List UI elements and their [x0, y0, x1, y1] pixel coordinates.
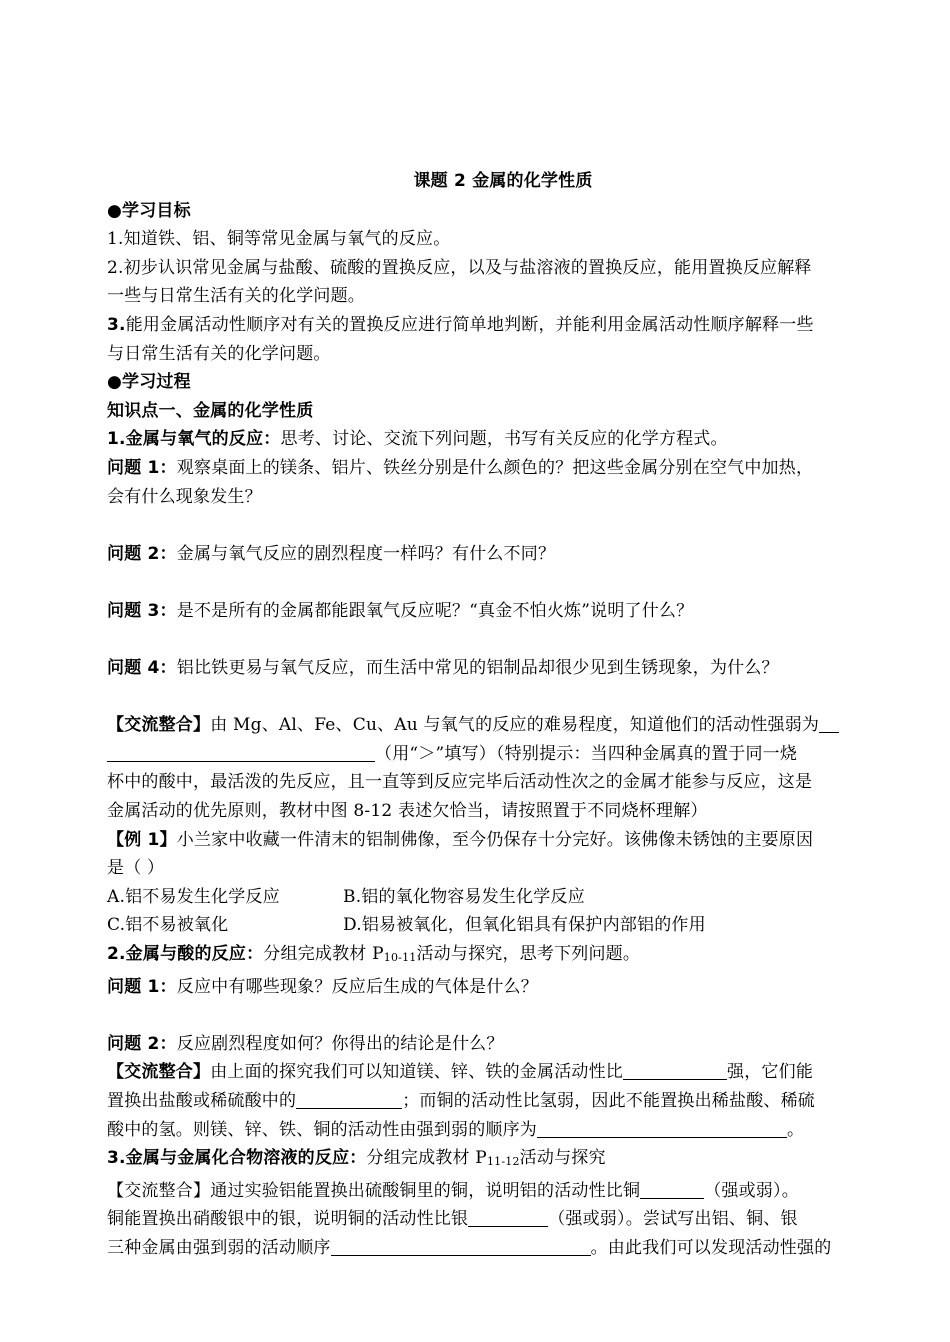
section-text: 活动与探究	[519, 1148, 606, 1169]
question-text: 观察桌面上的镁条、铝片、铁丝分别是什么颜色的？把这些金属分别在空气中加热，	[176, 457, 814, 478]
fill-blank[interactable]	[296, 1090, 402, 1109]
exchange-label: 【交流整合】	[107, 1180, 211, 1201]
exchange-1	[107, 711, 899, 740]
fill-blank[interactable]	[107, 743, 375, 762]
question-label: 问题 1：	[107, 976, 177, 997]
goal-item: 2.初步认识常见金属与盐酸、硫酸的置换反应，以及与盐溶液的置换反应，能用置换反应解释	[107, 257, 812, 278]
section-3	[107, 1144, 899, 1177]
fill-blank[interactable]	[819, 714, 839, 733]
question-text: 反应中有哪些现象？反应后生成的气体是什么？	[176, 976, 538, 997]
goal-item: 一些与日常生活有关的化学问题。	[107, 286, 365, 307]
question-label: 问题 4：	[107, 658, 177, 679]
options-row	[107, 883, 899, 912]
fill-blank[interactable]	[468, 1208, 548, 1227]
option-a[interactable]: A.铝不易发生化学反应	[107, 886, 280, 907]
answer-space	[107, 626, 899, 655]
question-label: 问题 2：	[107, 543, 177, 564]
exchange-text: 。由此我们可以发现活动性强的	[590, 1237, 832, 1258]
goal-number: 3.	[107, 314, 126, 335]
fill-blank[interactable]	[537, 1119, 787, 1138]
question-label: 问题 2：	[107, 1033, 177, 1054]
question-6	[107, 1030, 899, 1059]
goal-item	[107, 311, 899, 340]
exchange-1-cont: 金属活动的优先原则，教材中图 8-12 表述欠恰当，请按照置于不同烧杯理解）	[107, 801, 708, 822]
question-text: 铝比铁更易与氧气反应，而生活中常见的铝制品却很少见到生锈现象，为什么？	[176, 658, 779, 679]
section-heading: 2.金属与酸的反应：	[107, 944, 264, 965]
fill-blank[interactable]	[640, 1180, 704, 1199]
fill-blank[interactable]	[331, 1237, 591, 1256]
question-4	[107, 654, 899, 683]
section-heading: 3.金属与金属化合物溶液的反应：	[107, 1148, 367, 1169]
example-1-cont: 是（ ）	[107, 858, 165, 879]
exchange-3	[107, 1177, 899, 1206]
page-title: 课题 2 金属的化学性质	[413, 171, 593, 191]
question-3	[107, 597, 899, 626]
section-heading: 1.金属与氧气的反应：	[107, 429, 281, 450]
exchange-label: 【交流整合】	[107, 1062, 211, 1083]
page-subscript: 10-11	[383, 951, 417, 965]
example-text: 小兰家中收藏一件清末的铝制佛像，至今仍保存十分完好。该佛像未锈蚀的主要原因	[176, 829, 814, 850]
question-2	[107, 540, 899, 569]
exchange-text: 铜能置换出硝酸银中的银，说明铜的活动性比银	[107, 1209, 469, 1230]
exchange-text: 由 Mg、Al、Fe、Cu、Au 与氧气的反应的难易程度，知道他们的活动性强弱为	[210, 715, 820, 736]
example-label: 【例 1】	[107, 829, 177, 850]
exchange-text: 酸中的氢。则镁、锌、铁、铜的活动性由强到弱的顺序为	[107, 1119, 537, 1140]
exchange-1-cont: 杯中的酸中，最活泼的先反应，且一直等到反应完毕后活动性次之的金属才能参与反应，这是	[107, 772, 813, 793]
section-text: 分组完成教材 P	[366, 1148, 487, 1169]
question-5	[107, 973, 899, 1002]
exchange-1-cont	[107, 740, 899, 769]
option-c[interactable]: C.铝不易被氧化	[107, 915, 229, 936]
page-subscript: 11-12	[486, 1155, 520, 1169]
exchange-text: 由上面的探究我们可以知道镁、锌、铁的金属活动性比	[210, 1062, 624, 1083]
exchange-2-cont	[107, 1087, 899, 1116]
section-1	[107, 425, 899, 454]
exchange-label: 【交流整合】	[107, 715, 211, 736]
exchange-2	[107, 1058, 899, 1087]
question-text: 是不是所有的金属都能跟氧气反应呢？“真金不怕火炼”说明了什么？	[176, 600, 694, 621]
goal-text: 能用金属活动性顺序对有关的置换反应进行简单地判断，并能利用金属活动性顺序解释一些	[125, 314, 814, 335]
example-1	[107, 826, 899, 855]
question-text: 金属与氧气反应的剧烈程度一样吗？有什么不同？	[176, 543, 556, 564]
question-text: 反应剧烈程度如何？你得出的结论是什么？	[176, 1033, 504, 1054]
exchange-text: 。	[787, 1119, 805, 1140]
options-row	[107, 911, 899, 940]
option-b[interactable]: B.铝的氧化物容易发生化学反应	[343, 886, 585, 907]
exchange-text: （强或弱）。尝试写出铝、铜、银	[548, 1209, 798, 1230]
exchange-3-cont	[107, 1234, 899, 1263]
question-label: 问题 1：	[107, 457, 177, 478]
section-text: 思考、讨论、交流下列问题，书写有关反应的化学方程式。	[280, 429, 728, 450]
exchange-text: ；而铜的活动性比氢弱，因此不能置换出稀盐酸、稀硫	[402, 1091, 816, 1111]
fill-blank[interactable]	[623, 1061, 727, 1080]
question-label: 问题 3：	[107, 600, 177, 621]
knowledge-point-heading: 知识点一、金属的化学性质	[107, 400, 314, 421]
answer-space	[107, 1001, 899, 1030]
goal-item: 1.知道铁、铝、铜等常见金属与氧气的反应。	[107, 229, 451, 250]
answer-space	[107, 568, 899, 597]
answer-space	[107, 683, 899, 712]
goals-heading: ●学习目标	[107, 200, 191, 221]
exchange-text: （强或弱）。	[704, 1180, 799, 1201]
exchange-text: 置换出盐酸或稀硫酸中的	[107, 1091, 297, 1111]
exchange-text: （用“＞”填写）（特别提示：当四种金属真的置于同一烧	[375, 743, 798, 764]
document-page	[107, 167, 899, 1263]
exchange-text: 通过实验铝能置换出硫酸铜里的铜，说明铝的活动性比铜	[210, 1180, 641, 1201]
section-2	[107, 940, 899, 973]
question-1-cont: 会有什么现象发生？	[107, 486, 262, 507]
section-text: 分组完成教材 P	[263, 944, 384, 965]
question-1	[107, 454, 899, 483]
exchange-2-cont	[107, 1116, 899, 1145]
exchange-text: 三种金属由强到弱的活动顺序	[107, 1237, 331, 1258]
section-text: 活动与探究，思考下列问题。	[416, 944, 641, 965]
process-heading: ●学习过程	[107, 372, 191, 393]
answer-space	[107, 511, 899, 540]
exchange-3-cont	[107, 1205, 899, 1234]
goal-item: 与日常生活有关的化学问题。	[107, 343, 331, 364]
exchange-text: 强，它们能	[727, 1062, 814, 1083]
option-d[interactable]: D.铝易被氧化，但氧化铝具有保护内部铝的作用	[343, 915, 706, 936]
